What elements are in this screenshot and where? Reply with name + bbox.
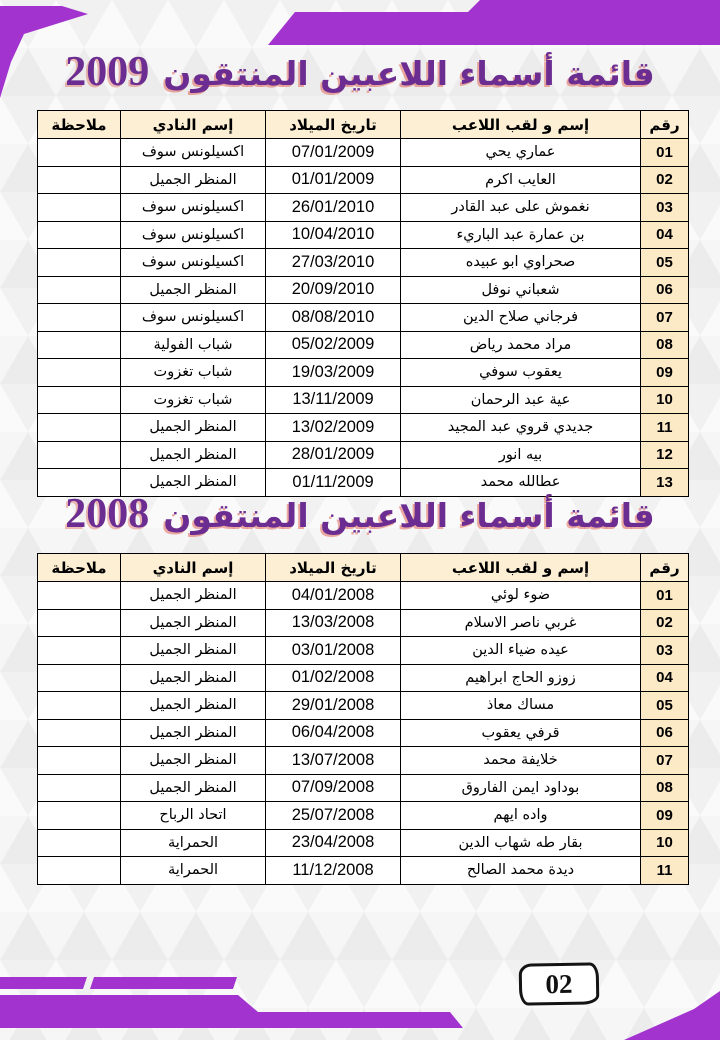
table1-row9-club: شباب تغزوت xyxy=(121,359,266,387)
table1-row10-player: عية عبد الرحمان xyxy=(401,386,641,414)
table1-row10-dob: 13/11/2009 xyxy=(266,386,401,414)
table-row xyxy=(38,774,689,802)
header-num: رقم xyxy=(641,111,689,139)
table-row xyxy=(38,304,689,332)
table1-row4-num: 04 xyxy=(641,221,689,249)
table2-row6-club: المنظر الجميل xyxy=(121,719,266,747)
table2-row1-note xyxy=(38,582,121,610)
table2-row1-dob: 04/01/2008 xyxy=(266,582,401,610)
table2-row10-player: بقار طه شهاب الدين xyxy=(401,829,641,857)
table-row xyxy=(38,637,689,665)
table-row xyxy=(38,359,689,387)
table1-row8-note xyxy=(38,331,121,359)
table1-row2-player: العايب اكرم xyxy=(401,166,641,194)
table1-row5-num: 05 xyxy=(641,249,689,277)
table1-row1-player: عماري يحي xyxy=(401,139,641,167)
header-note: ملاحظة xyxy=(38,554,121,582)
table2-row5-num: 05 xyxy=(641,692,689,720)
table2-row7-dob: 13/07/2008 xyxy=(266,747,401,775)
table2-row9-dob: 25/07/2008 xyxy=(266,802,401,830)
table2-row10-dob: 23/04/2008 xyxy=(266,829,401,857)
table1-row8-num: 08 xyxy=(641,331,689,359)
table2-row10-num: 10 xyxy=(641,829,689,857)
table2-row4-num: 04 xyxy=(641,664,689,692)
table1-row12-dob: 28/01/2009 xyxy=(266,441,401,469)
header-note: ملاحظة xyxy=(38,111,121,139)
table1-row3-club: اكسيلونس سوف xyxy=(121,194,266,222)
table1-row7-player: فرجاني صلاح الدين xyxy=(401,304,641,332)
table2-row1-num: 01 xyxy=(641,582,689,610)
table2-row4-player: زوزو الحاج ابراهيم xyxy=(401,664,641,692)
table1-row8-club: شباب الفولية xyxy=(121,331,266,359)
table1-row4-player: بن عمارة عبد الباريء xyxy=(401,221,641,249)
table2-row1-club: المنظر الجميل xyxy=(121,582,266,610)
table1-row5-player: صحراوي ابو عبيده xyxy=(401,249,641,277)
table2-row10-club: الحمراية xyxy=(121,829,266,857)
list-title-2009 xyxy=(0,48,720,96)
table1-row3-num: 03 xyxy=(641,194,689,222)
table1-row12-note xyxy=(38,441,121,469)
table1-row11-dob: 13/02/2009 xyxy=(266,414,401,442)
header-row xyxy=(38,111,689,139)
header-row xyxy=(38,554,689,582)
table-row xyxy=(38,276,689,304)
table2-row9-note xyxy=(38,802,121,830)
table1-row1-club: اكسيلونس سوف xyxy=(121,139,266,167)
table-row xyxy=(38,802,689,830)
table1-row3-dob: 26/01/2010 xyxy=(266,194,401,222)
table-row xyxy=(38,719,689,747)
header-num: رقم xyxy=(641,554,689,582)
table1-row5-note xyxy=(38,249,121,277)
table2-row9-club: اتحاد الرباح xyxy=(121,802,266,830)
table2-row8-player: بوداود ايمن الفاروق xyxy=(401,774,641,802)
table2-row3-player: عيده ضياء الدين xyxy=(401,637,641,665)
table2-row7-note xyxy=(38,747,121,775)
header-player: إسم و لقب اللاعب xyxy=(401,554,641,582)
table2-row3-num: 03 xyxy=(641,637,689,665)
table1-row8-dob: 05/02/2009 xyxy=(266,331,401,359)
table1-row6-note xyxy=(38,276,121,304)
table-row xyxy=(38,857,689,885)
table1-row9-note xyxy=(38,359,121,387)
table1-row13-player: عطالله محمد xyxy=(401,469,641,497)
table1-row3-note xyxy=(38,194,121,222)
table-row xyxy=(38,221,689,249)
table1-row7-num: 07 xyxy=(641,304,689,332)
table2-row11-club: الحمراية xyxy=(121,857,266,885)
table1-row12-num: 12 xyxy=(641,441,689,469)
header-club: إسم النادي xyxy=(121,111,266,139)
table2-row7-player: خلايفة محمد xyxy=(401,747,641,775)
table2-row2-note xyxy=(38,609,121,637)
table2-row8-note xyxy=(38,774,121,802)
list-title-2009-year: 2009 xyxy=(65,49,150,95)
table1-row6-player: شعباني نوفل xyxy=(401,276,641,304)
table1-row7-dob: 08/08/2010 xyxy=(266,304,401,332)
table-row xyxy=(38,441,689,469)
table2-row6-player: قرفي يعقوب xyxy=(401,719,641,747)
list-title-2008-text: قائمة أسماء اللاعبين المنتقون xyxy=(163,496,655,535)
table2-row5-player: مساك معاذ xyxy=(401,692,641,720)
table2-row6-note xyxy=(38,719,121,747)
table-row xyxy=(38,386,689,414)
table1-row4-dob: 10/04/2010 xyxy=(266,221,401,249)
table2-row2-player: غربي ناصر الاسلام xyxy=(401,609,641,637)
table1-row6-num: 06 xyxy=(641,276,689,304)
table2-row4-dob: 01/02/2008 xyxy=(266,664,401,692)
table1-row2-num: 02 xyxy=(641,166,689,194)
table-row xyxy=(38,582,689,610)
header-dob: تاريخ الميلاد xyxy=(266,111,401,139)
table1-row4-club: اكسيلونس سوف xyxy=(121,221,266,249)
table1-row7-club: اكسيلونس سوف xyxy=(121,304,266,332)
table-row xyxy=(38,829,689,857)
table1-row8-player: مراد محمد رياض xyxy=(401,331,641,359)
table1-row2-dob: 01/01/2009 xyxy=(266,166,401,194)
table2-row10-note xyxy=(38,829,121,857)
table1-row13-club: المنظر الجميل xyxy=(121,469,266,497)
table1-row10-note xyxy=(38,386,121,414)
table2-row8-num: 08 xyxy=(641,774,689,802)
table2-row6-dob: 06/04/2008 xyxy=(266,719,401,747)
header-player: إسم و لقب اللاعب xyxy=(401,111,641,139)
table1-row11-note xyxy=(38,414,121,442)
table1-row11-player: جديدي قروي عبد المجيد xyxy=(401,414,641,442)
table1-row12-player: بيه انور xyxy=(401,441,641,469)
table1-row11-club: المنظر الجميل xyxy=(121,414,266,442)
table2-row2-num: 02 xyxy=(641,609,689,637)
table1-row5-dob: 27/03/2010 xyxy=(266,249,401,277)
table2-row11-note xyxy=(38,857,121,885)
table1-row9-dob: 19/03/2009 xyxy=(266,359,401,387)
table1-row9-player: يعقوب سوفي xyxy=(401,359,641,387)
table2-row11-player: ديدة محمد الصالح xyxy=(401,857,641,885)
table-row xyxy=(38,166,689,194)
table-row xyxy=(38,747,689,775)
table1-row11-num: 11 xyxy=(641,414,689,442)
table1-row12-club: المنظر الجميل xyxy=(121,441,266,469)
header-dob: تاريخ الميلاد xyxy=(266,554,401,582)
table2-row11-num: 11 xyxy=(641,857,689,885)
table-row xyxy=(38,664,689,692)
table2-row3-club: المنظر الجميل xyxy=(121,637,266,665)
table-row xyxy=(38,609,689,637)
table1-row13-dob: 01/11/2009 xyxy=(266,469,401,497)
table-row xyxy=(38,139,689,167)
table2-row1-player: ضوء لوئي xyxy=(401,582,641,610)
table-row xyxy=(38,692,689,720)
table2-row4-club: المنظر الجميل xyxy=(121,664,266,692)
table2-row2-club: المنظر الجميل xyxy=(121,609,266,637)
table-row xyxy=(38,414,689,442)
page-number: 02 xyxy=(545,968,573,999)
table1-row1-dob: 07/01/2009 xyxy=(266,139,401,167)
table2-row7-club: المنظر الجميل xyxy=(121,747,266,775)
table1-row10-num: 10 xyxy=(641,386,689,414)
table1-row2-note xyxy=(38,166,121,194)
table1-row13-num: 13 xyxy=(641,469,689,497)
table2-row5-dob: 29/01/2008 xyxy=(266,692,401,720)
table2-row8-dob: 07/09/2008 xyxy=(266,774,401,802)
table2-row3-dob: 03/01/2008 xyxy=(266,637,401,665)
list-title-2008 xyxy=(0,490,720,538)
table-row xyxy=(38,249,689,277)
table2-row6-num: 06 xyxy=(641,719,689,747)
table1-row6-club: المنظر الجميل xyxy=(121,276,266,304)
table-row xyxy=(38,194,689,222)
table1-row7-note xyxy=(38,304,121,332)
table1-row1-note xyxy=(38,139,121,167)
table2-row2-dob: 13/03/2008 xyxy=(266,609,401,637)
table2-row9-player: واده ايهم xyxy=(401,802,641,830)
table2-row5-note xyxy=(38,692,121,720)
table2-row7-num: 07 xyxy=(641,747,689,775)
table1-row4-note xyxy=(38,221,121,249)
table1-row2-club: المنظر الجميل xyxy=(121,166,266,194)
table2-row9-num: 09 xyxy=(641,802,689,830)
table2-row5-club: المنظر الجميل xyxy=(121,692,266,720)
table1-row1-num: 01 xyxy=(641,139,689,167)
list-title-2008-year: 2008 xyxy=(65,491,150,537)
table1-row5-club: اكسيلونس سوف xyxy=(121,249,266,277)
table1-row10-club: شباب تغزوت xyxy=(121,386,266,414)
table2-row11-dob: 11/12/2008 xyxy=(266,857,401,885)
table2-row8-club: المنظر الجميل xyxy=(121,774,266,802)
table1-row6-dob: 20/09/2010 xyxy=(266,276,401,304)
table2-row3-note xyxy=(38,637,121,665)
table-row xyxy=(38,331,689,359)
table1-row3-player: نغموش على عبد القادر xyxy=(401,194,641,222)
list-title-2009-text: قائمة أسماء اللاعبين المنتقون xyxy=(163,54,655,93)
players-table-2009 xyxy=(37,110,689,497)
header-club: إسم النادي xyxy=(121,554,266,582)
players-table-2008 xyxy=(37,553,689,885)
table2-row4-note xyxy=(38,664,121,692)
page-number-badge xyxy=(519,962,600,1005)
table1-row9-num: 09 xyxy=(641,359,689,387)
